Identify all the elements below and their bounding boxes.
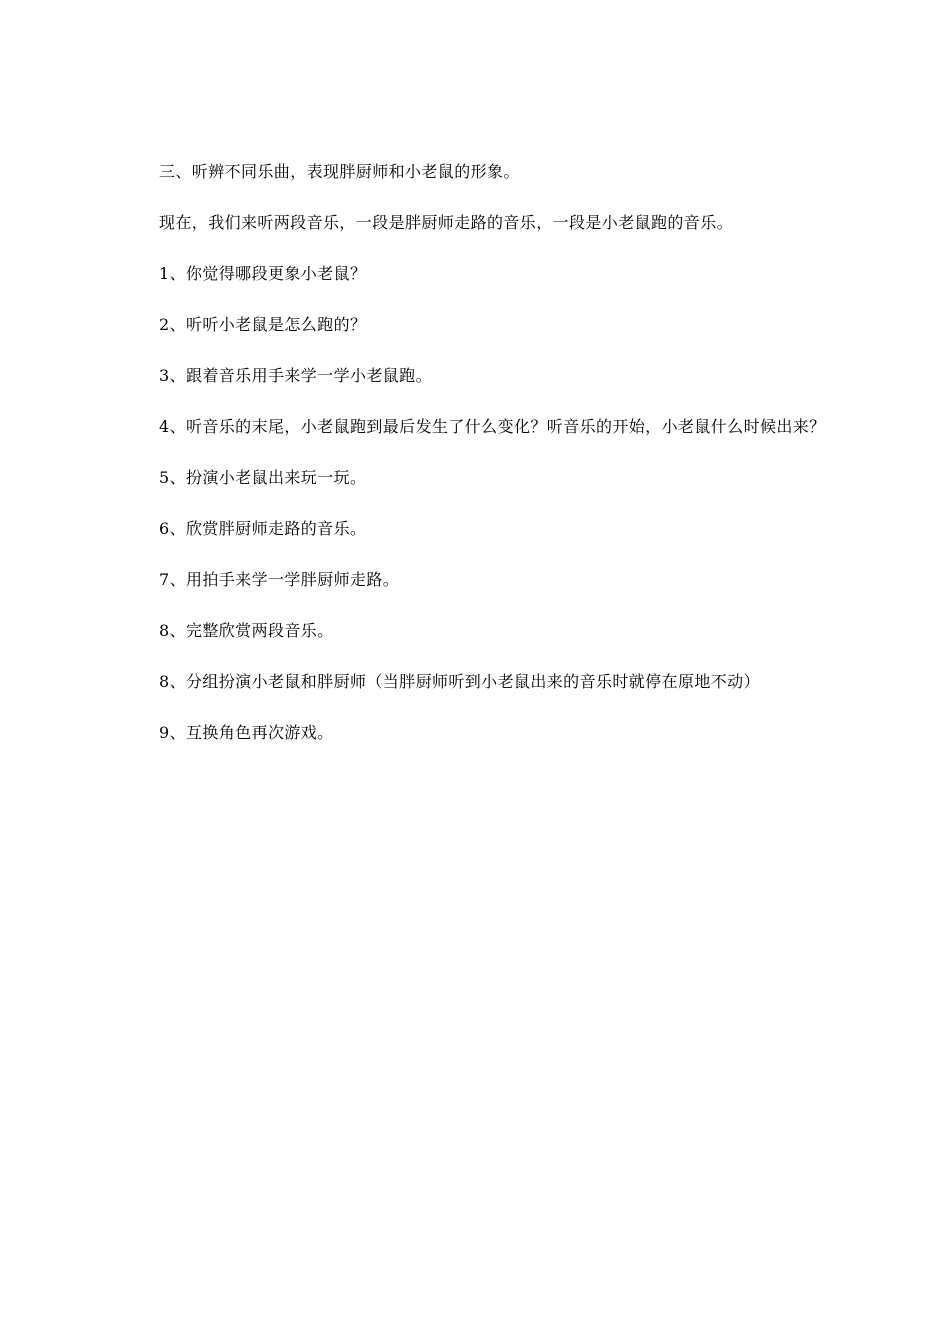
step-9: 9、互换角色再次游戏。 — [159, 723, 334, 742]
step-3: 3、跟着音乐用手来学一学小老鼠跑。 — [159, 366, 432, 385]
step-7: 7、用拍手来学一学胖厨师走路。 — [159, 570, 400, 589]
step-4: 4、听音乐的末尾，小老鼠跑到最后发生了什么变化？听音乐的开始，小老鼠什么时候出来？ — [159, 417, 826, 436]
step-2: 2、听听小老鼠是怎么跑的？ — [159, 315, 367, 334]
section-heading: 三、听辨不同乐曲，表现胖厨师和小老鼠的形象。 — [159, 162, 520, 181]
intro-paragraph: 现在，我们来听两段音乐，一段是胖厨师走路的音乐，一段是小老鼠跑的音乐。 — [159, 213, 734, 232]
step-8: 8、完整欣赏两段音乐。 — [159, 621, 334, 640]
step-1: 1、你觉得哪段更象小老鼠？ — [159, 264, 367, 283]
step-8-group-play: 8、分组扮演小老鼠和胖厨师（当胖厨师听到小老鼠出来的音乐时就停在原地不动） — [159, 672, 760, 691]
step-5: 5、扮演小老鼠出来玩一玩。 — [159, 468, 367, 487]
document-body — [117, 160, 833, 772]
step-6: 6、欣赏胖厨师走路的音乐。 — [159, 519, 367, 538]
